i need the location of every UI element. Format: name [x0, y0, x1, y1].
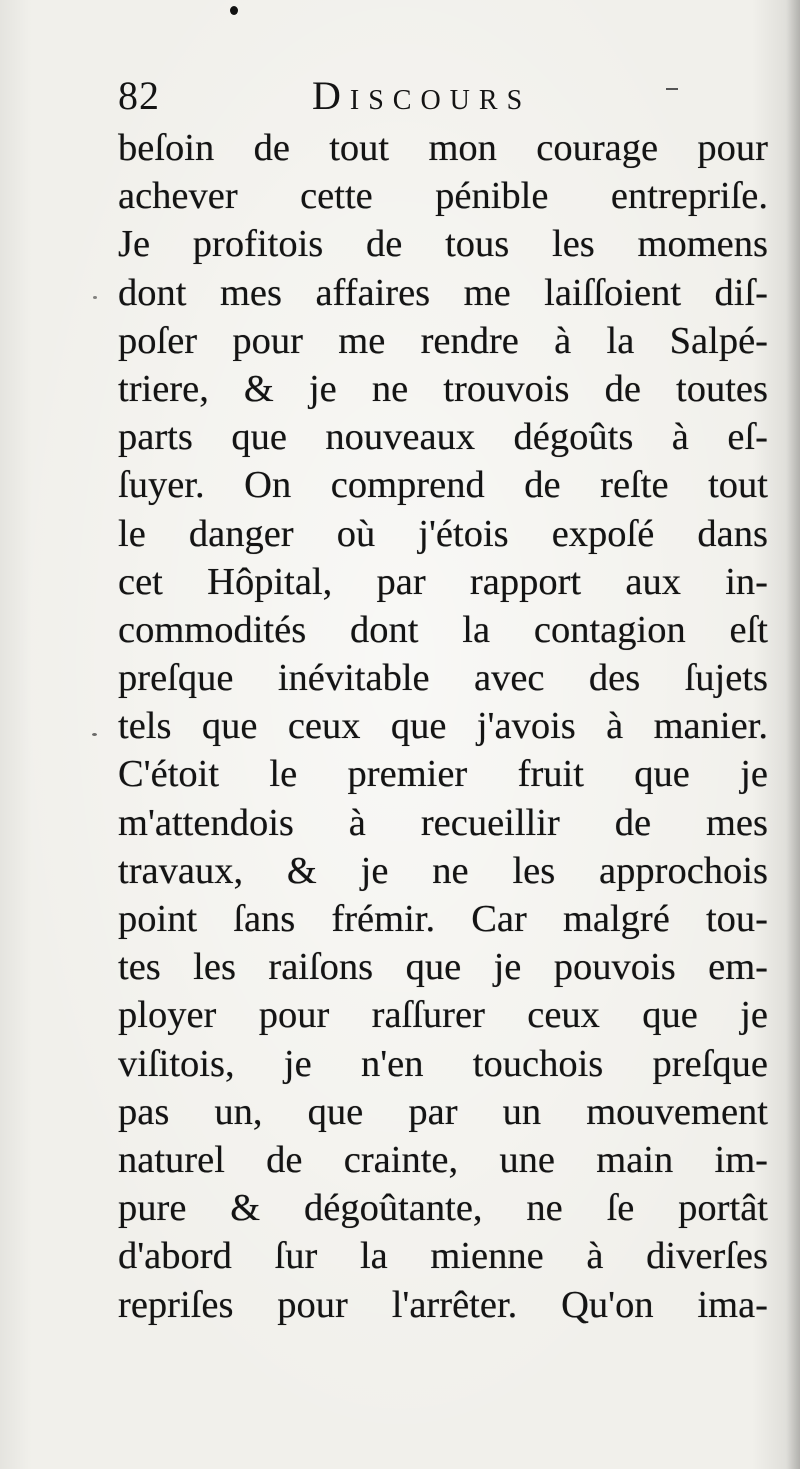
text-line: naturel de crainte, une main im-	[118, 1138, 768, 1181]
text-line: parts que nouveaux dégoûts à eſ-	[118, 416, 768, 459]
text-line: dont mes affaires me laiſſoient diſ-	[118, 271, 768, 314]
text-line: pas un, que par un mouvement	[118, 1090, 768, 1133]
text-line: travaux, & je ne les approchois	[118, 849, 768, 892]
ink-speck	[230, 6, 238, 15]
text-line: Je profitois de tous les momens	[118, 223, 768, 266]
text-line: poſer pour me rendre à la Salpé-	[118, 319, 768, 362]
text-line: tes les raiſons que je pouvois em-	[118, 946, 768, 989]
text-line: C'étoit le premier fruit que je	[118, 753, 768, 796]
page-number: 82	[118, 73, 160, 118]
ink-speck	[92, 733, 97, 736]
text-line: ployer pour raſſurer ceux que je	[118, 994, 768, 1037]
page-header	[118, 70, 758, 122]
text-line: tels que ceux que j'avois à manier.	[118, 705, 768, 748]
text-line: ſuyer. On comprend de reſte tout	[118, 464, 768, 507]
text-line: beſoin de tout mon courage pour	[118, 127, 768, 169]
header-ornament	[666, 88, 678, 90]
page-edge-shadow	[786, 0, 800, 1469]
running-title: Discours	[312, 73, 532, 118]
text-line: le danger où j'étois expoſé dans	[118, 512, 768, 555]
text-line: d'abord ſur la mienne à diverſes	[118, 1235, 768, 1278]
text-line: pure & dégoûtante, ne ſe portât	[118, 1187, 768, 1230]
ink-speck	[93, 296, 97, 299]
text-line: cet Hôpital, par rapport aux in-	[118, 560, 768, 603]
text-line: m'attendois à recueillir de mes	[118, 801, 768, 844]
text-line: triere, & je ne trouvois de toutes	[118, 367, 768, 410]
text-line: commodités dont la contagion eſt	[118, 608, 768, 651]
text-line: repriſes pour l'arrêter. Qu'on ima-	[118, 1283, 768, 1326]
body-text	[118, 124, 768, 1329]
text-line: viſitois, je n'en touchois preſque	[118, 1042, 768, 1085]
text-line: achever cette pénible entrepriſe.	[118, 175, 768, 218]
text-line: point ſans frémir. Car malgré tou-	[118, 898, 768, 940]
text-line: preſque inévitable avec des ſujets	[118, 657, 768, 700]
